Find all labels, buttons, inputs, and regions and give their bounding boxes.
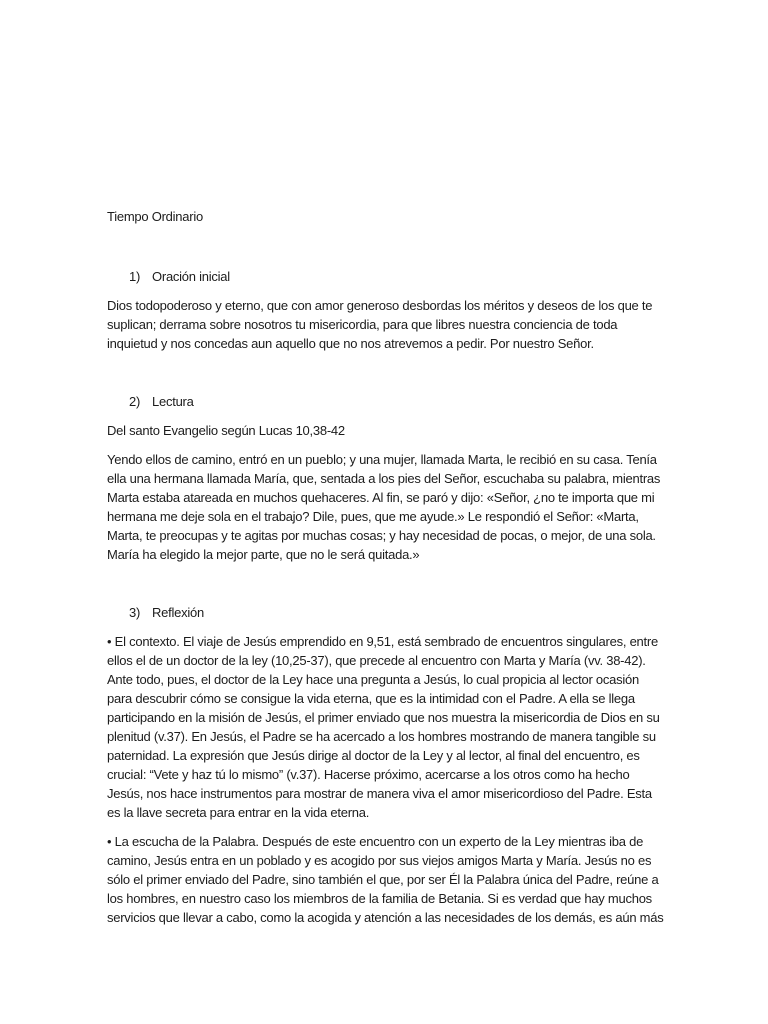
paragraph-evangelio: Yendo ellos de camino, entró en un pueblo; y una mujer, llamada Marta, le recibió en su casa. Tenía ella una hermana llamada María, que, sentada a los pies del Señor, escuchaba su palabra, mientras Marta estaba atareada en muchos quehaceres. Al fin, se paró y dijo: «Señor, ¿no te importa que mi hermana me deje sola en el trabajo? Dile, pues, que me ayude.» Le respondió el Señor: «Marta, Marta, te preocupas y te agitas por muchas cosas; y hay necesidad de pocas, o mejor, de una sola. María ha elegido la mejor parte, que no le será quitada.» <box>107 452 661 562</box>
section-heading-oracion <box>107 267 667 286</box>
paragraph-oracion: Dios todopoderoso y eterno, que con amor generoso desbordas los méritos y deseos de los que te suplican; derrama sobre nosotros tu misericordia, para que libres nuestra conciencia de toda inquietud y nos concedas aun aquello que no nos atrevemos a pedir. Por nuestro Señor. <box>107 298 653 351</box>
section-title: Reflexión <box>152 605 204 620</box>
section-heading-lectura <box>107 392 667 411</box>
section-number: 2) <box>129 394 141 409</box>
section-title: Lectura <box>152 394 194 409</box>
document-page <box>107 207 667 927</box>
paragraph-cita: Del santo Evangelio según Lucas 10,38-42 <box>107 423 345 438</box>
paragraph-escucha: • La escucha de la Palabra. Después de este encuentro con un experto de la Ley mientras iba de camino, Jesús entra en un poblado y es acogido por sus viejos amigos Marta y María. Jesús no es sólo el primer enviado del Padre, sino también el que, por ser Él la Palabra única del Padre, reúne a los hombres, en nuestro caso los miembros de la familia de Betania. Si es verdad que hay muchos servicios que llevar a cabo, como la acogida y atención a las necesidades de los demás, es aún más <box>107 834 664 925</box>
document-title: Tiempo Ordinario <box>107 209 203 224</box>
section-number: 1) <box>129 269 141 284</box>
section-heading-reflexion <box>107 603 667 622</box>
section-number: 3) <box>129 605 141 620</box>
paragraph-contexto: • El contexto. El viaje de Jesús emprendido en 9,51, está sembrado de encuentros singulares, entre ellos el de un doctor de la ley (10,25-37), que precede al encuentro con Marta y María (vv. 38-42). Ante todo, pues, el doctor de la Ley hace una pregunta a Jesús, lo cual propicia al lector ocasión para descubrir cómo se consigue la vida eterna, que es la intimidad con el Padre. A ella se llega participando en la misión de Jesús, el primer enviado que nos muestra la misericordia de Dios en su plenitud (v.37). En Jesús, el Padre se ha acercado a los hombres mostrando de manera tangible su paternidad. La expresión que Jesús dirige al doctor de la Ley y al lector, al final del encuentro, es crucial: “Vete y haz tú lo mismo” (v.37). Hacerse próximo, acercarse a los otros como ha hecho Jesús, nos hace instrumentos para mostrar de manera viva el amor misericordioso del Padre. Esta es la llave secreta para entrar en la vida eterna. <box>107 634 660 820</box>
section-title: Oración inicial <box>152 269 230 284</box>
